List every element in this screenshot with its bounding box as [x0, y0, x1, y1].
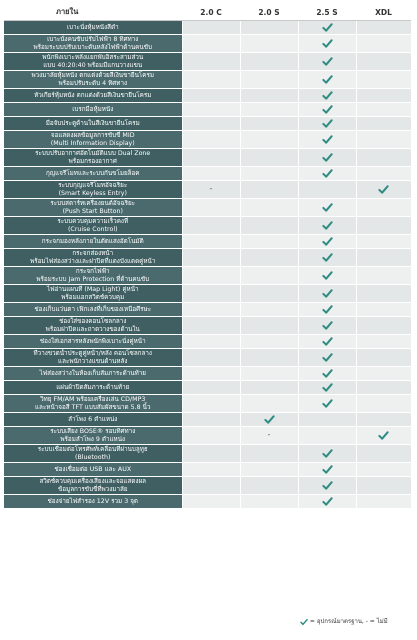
grade-cell-2 [240, 71, 298, 89]
feature-label-line: (Cruise Control) [67, 225, 118, 233]
grade-cell-1 [182, 303, 240, 317]
grade-cell-1 [182, 267, 240, 285]
table-row [4, 21, 411, 35]
grade-cell-1 [182, 131, 240, 149]
grade-cell-4 [356, 249, 411, 267]
feature-label-line: (Multi Information Display) [50, 139, 135, 147]
grade-cell-3 [298, 285, 356, 303]
grade-cell-3 [298, 477, 356, 495]
feature-label [4, 35, 182, 53]
grade-cell-4 [356, 89, 411, 103]
grade-cell-4 [356, 463, 411, 477]
dash-mark: - [209, 184, 213, 194]
feature-label [4, 53, 182, 71]
grade-cell-1 [182, 35, 240, 53]
grade-cell-1 [182, 103, 240, 117]
table-row [4, 267, 411, 285]
feature-label-line: ช่องใส่ของคอนโซลกลาง [59, 318, 127, 325]
check-icon [322, 220, 333, 231]
table-row [4, 413, 411, 427]
grade-cell-3 [298, 71, 356, 89]
grade-cell-1 [182, 89, 240, 103]
feature-label [4, 149, 182, 167]
feature-label-line: ช่องจ่ายไฟสำรอง 12V รวม 3 จุด [47, 497, 138, 505]
feature-label [4, 267, 182, 285]
feature-label-line: (Push Start Button) [62, 207, 123, 215]
grade-cell-3 [298, 235, 356, 249]
grade-cell-2 [240, 445, 298, 463]
feature-label [4, 495, 182, 509]
grade-cell-4 [356, 53, 411, 71]
grade-cell-1 [182, 335, 240, 349]
feature-label [4, 235, 182, 249]
feature-label-line: ช่องเชื่อมต่อ USB และ AUX [54, 465, 132, 473]
grade-cell-1 [182, 53, 240, 71]
header-grade-2: 2.0 S [240, 4, 298, 21]
grade-cell-2 [240, 131, 298, 149]
grade-cell-2 [240, 335, 298, 349]
legend-text: = อุปกรณ์มาตรฐาน, - = ไม่มี [309, 618, 388, 625]
check-icon [322, 480, 333, 491]
grade-cell-1 [182, 413, 240, 427]
grade-cell-2 [240, 285, 298, 303]
feature-label [4, 71, 182, 89]
grade-cell-4 [356, 181, 411, 199]
feature-label-line: หัวเกียร์หุ้มหนัง ตกแต่งด้วยสีเงินขายีนโครม [34, 91, 152, 99]
grade-cell-3 [298, 495, 356, 509]
grade-cell-2 [240, 167, 298, 181]
grade-cell-2 [240, 117, 298, 131]
check-icon [322, 336, 333, 347]
grade-cell-2 [240, 53, 298, 71]
header-grade-3: 2.5 S [298, 4, 356, 21]
grade-cell-4 [356, 103, 411, 117]
table-row [4, 117, 411, 131]
grade-cell-1 [182, 21, 240, 35]
grade-cell-3 [298, 427, 356, 445]
grade-cell-3 [298, 181, 356, 199]
feature-label [4, 103, 182, 117]
grade-cell-4 [356, 285, 411, 303]
grade-cell-1 [182, 427, 240, 445]
grade-cell-1 [182, 181, 240, 199]
spec-table-container [4, 4, 411, 509]
table-row [4, 445, 411, 463]
grade-cell-1 [182, 477, 240, 495]
grade-cell-2 [240, 317, 298, 335]
grade-cell-2 [240, 103, 298, 117]
feature-label [4, 131, 182, 149]
grade-cell-4 [356, 267, 411, 285]
grade-cell-1 [182, 445, 240, 463]
check-icon [322, 168, 333, 179]
grade-cell-3 [298, 53, 356, 71]
grade-cell-2 [240, 303, 298, 317]
check-icon [378, 430, 389, 441]
feature-label-line: ระบบเชื่อมต่อโทรศัพท์เคลื่อนที่ผ่านบลูทูธ [37, 446, 148, 453]
table-row [4, 249, 411, 267]
feature-label-line: ระบบกุญแจรีโมทอัจฉริยะ [58, 182, 128, 189]
grade-cell-1 [182, 317, 240, 335]
grade-cell-2 [240, 217, 298, 235]
feature-label-line: ลำโพง 6 ตำแหน่ง [68, 415, 118, 423]
table-row [4, 477, 411, 495]
table-body [4, 21, 411, 509]
grade-cell-3 [298, 89, 356, 103]
check-icon [322, 236, 333, 247]
check-icon [322, 288, 333, 299]
grade-cell-1 [182, 463, 240, 477]
check-icon [322, 202, 333, 213]
feature-label [4, 117, 182, 131]
check-icon [300, 618, 308, 626]
feature-label-line: ช่องใส่เอกสารหลังพนักพิงเบาะนั่งคู่หน้า [39, 337, 146, 345]
dash-mark: - [267, 430, 271, 440]
feature-label [4, 413, 182, 427]
feature-label-line: ระบบเสียง BOSE® รอบทิศทาง [50, 428, 136, 435]
table-row [4, 103, 411, 117]
feature-label [4, 367, 182, 381]
feature-label-line: พร้อมฝาปิดและถาดวางของด้านใน [45, 325, 140, 333]
grade-cell-3 [298, 335, 356, 349]
table-row [4, 349, 411, 367]
feature-label-line: พร้อมแอกสวิตช์ควบคุม [61, 293, 125, 301]
grade-cell-2 [240, 181, 298, 199]
grade-cell-3 [298, 349, 356, 367]
feature-label-line: ที่วางขวดน้ำประตูคู่หน้า/หลัง คอนโซลกลาง [33, 350, 152, 357]
feature-label [4, 249, 182, 267]
feature-label-line: ช่องเก็บแว่นตา เฟิกเลงที่เก็บของเหนือศีรษะ [34, 305, 152, 313]
feature-label-line: (Bluetooth) [75, 453, 111, 461]
table-row [4, 395, 411, 413]
feature-label-line: ข้อมูลการขับขี่ที่พวงมาลัย [57, 485, 128, 493]
grade-cell-2 [240, 395, 298, 413]
grade-cell-4 [356, 217, 411, 235]
table-row [4, 427, 411, 445]
table-row [4, 303, 411, 317]
grade-cell-4 [356, 117, 411, 131]
check-icon [322, 464, 333, 475]
check-icon [322, 320, 333, 331]
feature-label-line: ไฟส่องสว่างในห้องเก็บสัมภาระด้านท้าย [39, 369, 146, 377]
check-icon [322, 496, 333, 507]
check-icon [322, 118, 333, 129]
table-row [4, 35, 411, 53]
grade-cell-3 [298, 395, 356, 413]
check-icon [322, 74, 333, 85]
feature-label [4, 21, 182, 35]
feature-label-line: แบบ 40:20:40 พร้อมมีแกนวางแขน [43, 61, 143, 69]
table-row [4, 335, 411, 349]
feature-label [4, 395, 182, 413]
check-icon [322, 448, 333, 459]
grade-cell-2 [240, 21, 298, 35]
grade-cell-4 [356, 349, 411, 367]
grade-cell-2 [240, 477, 298, 495]
grade-cell-1 [182, 367, 240, 381]
table-row [4, 199, 411, 217]
check-icon [322, 352, 333, 363]
feature-label-line: มือจับประตูด้านในสีเงินขายีนโครม [45, 119, 140, 127]
grade-cell-3 [298, 167, 356, 181]
feature-label-line: พร้อมปรับระดับ 4 ทิศทาง [58, 79, 128, 87]
grade-cell-3 [298, 413, 356, 427]
header-grade-1: 2.0 C [182, 4, 240, 21]
grade-cell-4 [356, 317, 411, 335]
feature-label [4, 303, 182, 317]
feature-label-line: พร้อมระบบ Jam Protection ที่ด้านคนขับ [36, 275, 150, 283]
grade-cell-3 [298, 367, 356, 381]
grade-cell-3 [298, 381, 356, 395]
feature-label [4, 381, 182, 395]
grade-cell-2 [240, 89, 298, 103]
table-row [4, 89, 411, 103]
check-icon [322, 90, 333, 101]
check-icon [322, 398, 333, 409]
grade-cell-4 [356, 167, 411, 181]
check-icon [322, 22, 333, 33]
grade-cell-2 [240, 381, 298, 395]
feature-label [4, 477, 182, 495]
grade-cell-4 [356, 21, 411, 35]
grade-cell-1 [182, 167, 240, 181]
legend [300, 616, 388, 626]
grade-cell-1 [182, 149, 240, 167]
grade-cell-3 [298, 149, 356, 167]
table-row [4, 71, 411, 89]
grade-cell-2 [240, 199, 298, 217]
feature-label [4, 181, 182, 199]
grade-cell-3 [298, 267, 356, 285]
check-icon [322, 252, 333, 263]
grade-cell-1 [182, 217, 240, 235]
check-icon [322, 368, 333, 379]
grade-cell-4 [356, 131, 411, 149]
grade-cell-2 [240, 349, 298, 367]
feature-label [4, 335, 182, 349]
feature-label-line: ไฟอ่านแผนที่ (Map Light) คู่หน้า [46, 286, 139, 293]
table-row [4, 181, 411, 199]
check-icon [322, 304, 333, 315]
grade-cell-1 [182, 395, 240, 413]
header-row [4, 4, 411, 21]
grade-cell-1 [182, 117, 240, 131]
table-row [4, 217, 411, 235]
grade-cell-3 [298, 199, 356, 217]
grade-cell-4 [356, 427, 411, 445]
grade-cell-2 [240, 495, 298, 509]
grade-cell-3 [298, 249, 356, 267]
check-icon [322, 382, 333, 393]
grade-cell-1 [182, 235, 240, 249]
feature-label-line: พนักพิงเบาะหลังแยกพับอิสระสามส่วน [42, 54, 144, 61]
table-row [4, 149, 411, 167]
grade-cell-3 [298, 35, 356, 53]
grade-cell-4 [356, 413, 411, 427]
grade-cell-3 [298, 117, 356, 131]
grade-cell-2 [240, 35, 298, 53]
check-icon [322, 134, 333, 145]
check-icon [322, 270, 333, 281]
feature-label-line: เบรกมือหุ้มหนัง [72, 105, 114, 113]
header-grade-4: XDL [356, 4, 411, 21]
grade-cell-3 [298, 445, 356, 463]
grade-cell-2 [240, 149, 298, 167]
table-row [4, 463, 411, 477]
grade-cell-2 [240, 267, 298, 285]
feature-label-line: พร้อมระบบปรับเบาะดันหลังไฟฟ้าด้านคนขับ [33, 43, 152, 51]
header-feature: ภายใน [4, 4, 182, 21]
feature-label [4, 445, 182, 463]
grade-cell-1 [182, 285, 240, 303]
feature-label [4, 199, 182, 217]
grade-cell-1 [182, 199, 240, 217]
feature-label-line: เบาะนั่งหุ้มหนังสีดำ [66, 23, 119, 31]
grade-cell-1 [182, 381, 240, 395]
grade-cell-3 [298, 303, 356, 317]
feature-label [4, 349, 182, 367]
grade-cell-3 [298, 317, 356, 335]
check-icon [322, 152, 333, 163]
table-row [4, 367, 411, 381]
feature-label [4, 463, 182, 477]
grade-cell-3 [298, 103, 356, 117]
feature-label [4, 217, 182, 235]
grade-cell-4 [356, 445, 411, 463]
grade-cell-1 [182, 495, 240, 509]
table-row [4, 285, 411, 303]
feature-label-line: (Smart Keyless Entry) [58, 189, 127, 197]
table-row [4, 53, 411, 71]
feature-label-line: พวงมาลัยหุ้มหนัง ตกแต่งด้วยสีเงินขายีนโครม [31, 72, 155, 79]
grade-cell-2 [240, 367, 298, 381]
feature-label-line: ระบบปรับอากาศอัตโนมัติแบบ Dual Zone [35, 150, 151, 157]
feature-label-line: จอแสดงผลข้อมูลการขับขี่ MID [50, 132, 135, 139]
feature-label [4, 89, 182, 103]
feature-label-line: กระจกไฟฟ้า [75, 268, 110, 275]
feature-label-line: สวิตช์ควบคุมเครื่องเสียงและจอแสดงผล [39, 478, 147, 485]
grade-cell-3 [298, 131, 356, 149]
table-row [4, 167, 411, 181]
grade-cell-4 [356, 303, 411, 317]
feature-label-line: พร้อมไฟส่องสว่างและฝาปิดที่แดงบังแดดคู่หน้า [30, 257, 156, 265]
grade-cell-2 [240, 235, 298, 249]
grade-cell-4 [356, 395, 411, 413]
grade-cell-4 [356, 235, 411, 249]
grade-cell-3 [298, 21, 356, 35]
feature-label [4, 285, 182, 303]
grade-cell-1 [182, 249, 240, 267]
table-row [4, 495, 411, 509]
feature-label-line: และพนักวางแขนด้านหลัง [58, 357, 128, 365]
grade-cell-4 [356, 35, 411, 53]
grade-cell-4 [356, 149, 411, 167]
feature-label [4, 167, 182, 181]
grade-cell-4 [356, 335, 411, 349]
grade-cell-2 [240, 413, 298, 427]
grade-cell-4 [356, 199, 411, 217]
table-row [4, 131, 411, 149]
feature-label [4, 427, 182, 445]
grade-cell-4 [356, 381, 411, 395]
grade-cell-2 [240, 249, 298, 267]
feature-label-line: แผ่นผ้าปิดสัมภาระด้านท้าย [56, 383, 130, 391]
feature-label-line: กระจกมองหลังภายในตัดแสงอัตโนมัติ [41, 237, 144, 245]
interior-spec-table [4, 4, 411, 509]
feature-label-line: วิทยุ FM/AM พร้อมเครื่องเล่น CD/MP3 [40, 396, 146, 403]
table-row [4, 381, 411, 395]
feature-label-line: ระบบสตาร์ทเครื่องยนต์อัจฉริยะ [50, 200, 136, 207]
feature-label-line: พร้อมกรองอากาศ [68, 157, 117, 165]
check-icon [322, 38, 333, 49]
grade-cell-1 [182, 349, 240, 367]
grade-cell-4 [356, 477, 411, 495]
check-icon [322, 104, 333, 115]
feature-label-line: กระจกส่องหน้า [72, 250, 114, 257]
grade-cell-4 [356, 495, 411, 509]
check-icon [378, 184, 389, 195]
check-icon [264, 414, 275, 425]
feature-label-line: เบาะนั่งคนขับปรับไฟฟ้า 8 ทิศทาง [47, 36, 139, 43]
grade-cell-4 [356, 367, 411, 381]
feature-label-line: ระบบควบคุมความเร็วคงที่ [57, 218, 129, 225]
grade-cell-3 [298, 217, 356, 235]
grade-cell-3 [298, 463, 356, 477]
grade-cell-1 [182, 71, 240, 89]
grade-cell-4 [356, 71, 411, 89]
grade-cell-2 [240, 463, 298, 477]
table-row [4, 317, 411, 335]
grade-cell-2 [240, 427, 298, 445]
feature-label-line: กุญแจรีโมทและระบบกันขโมยล็อค [45, 169, 140, 177]
feature-label [4, 317, 182, 335]
table-row [4, 235, 411, 249]
check-icon [322, 56, 333, 67]
feature-label-line: พร้อมลำโพง 9 ตำแหน่ง [60, 435, 126, 443]
feature-label-line: และหน้าจอสี TFT แบบสัมผัสขนาด 5.8 นิ้ว [35, 403, 151, 411]
